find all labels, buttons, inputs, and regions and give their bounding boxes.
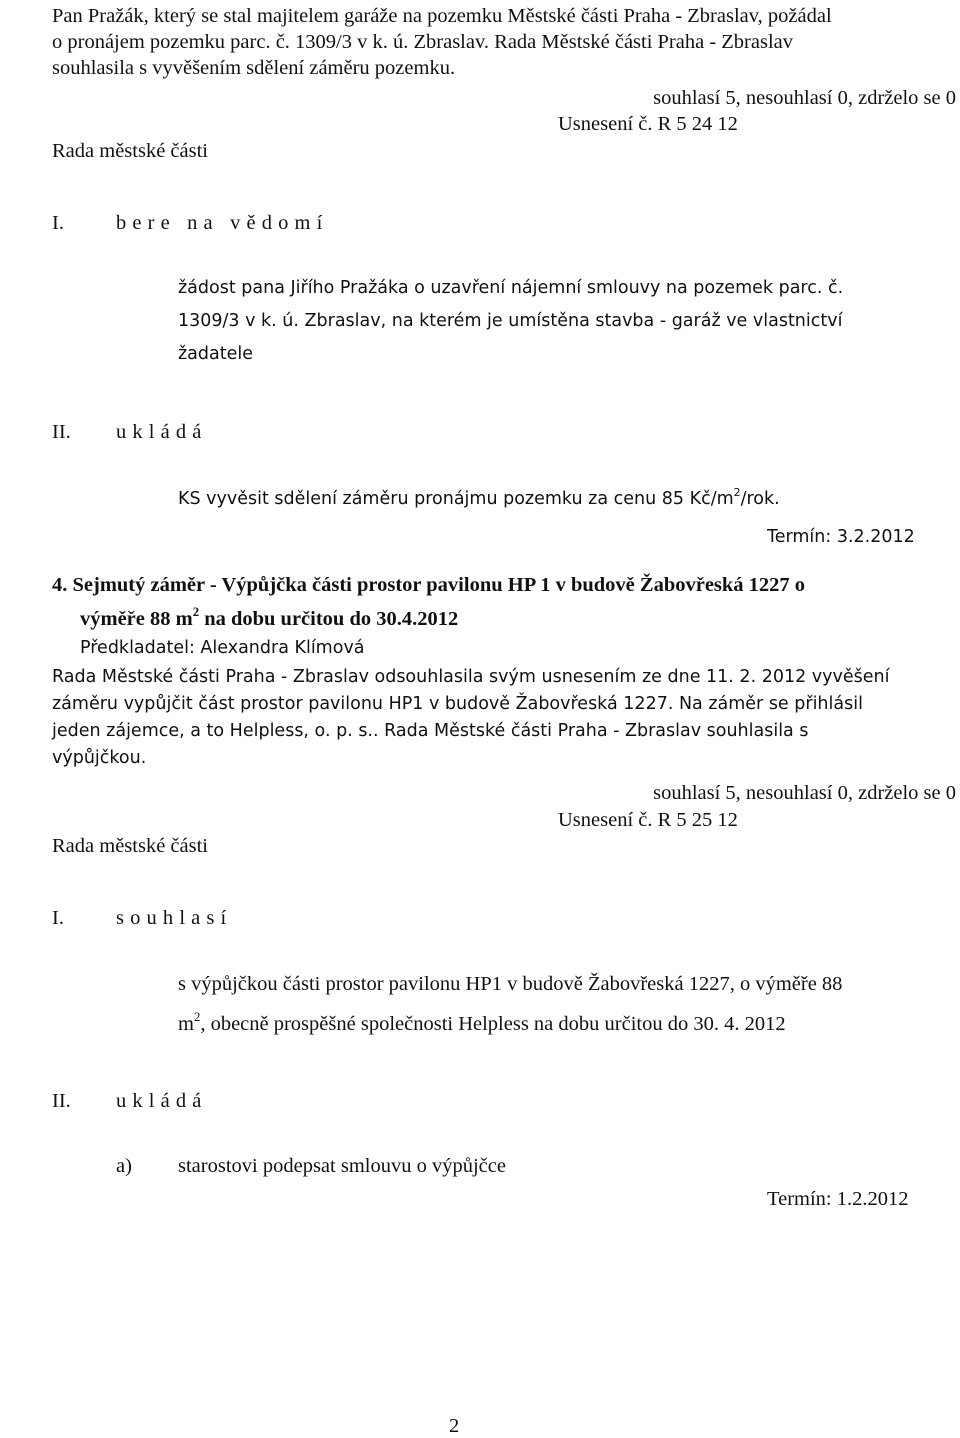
presenter: Předkladatel: Alexandra Klímová <box>80 638 365 658</box>
agenda-item-title: 4. Sejmutý záměr - Výpůjčka části prostor pavilonu HP 1 v budově Žabovřeská 1227 o <box>52 574 806 596</box>
paragraph-line: jeden zájemce, a to Helpless, o. p. s.. Rada Městské části Praha - Zbraslav souhlasila s <box>52 721 809 741</box>
council-label: Rada městské části <box>52 140 208 162</box>
unit: m <box>178 1013 194 1035</box>
title-text-end: na dobu určitou do 30.4.2012 <box>199 608 459 630</box>
resolution-number: Usnesení č. R 5 25 12 <box>558 809 738 831</box>
vote-result: souhlasí 5, nesouhlasí 0, zdrželo se 0 <box>653 782 956 804</box>
task-text: KS vyvěsit sdělení záměru pronájmu pozemku za cenu 85 Kč/m <box>178 489 734 509</box>
superscript: 2 <box>733 486 741 500</box>
deadline: Termín: 3.2.2012 <box>767 527 915 547</box>
superscript: 2 <box>192 604 200 619</box>
council-label: Rada městské části <box>52 835 208 857</box>
section-text-end: , obecně prospěšné společnosti Helpless na dobu určitou do 30. 4. 2012 <box>200 1013 786 1035</box>
deadline: Termín: 1.2.2012 <box>767 1188 909 1210</box>
superscript: 2 <box>193 1009 201 1024</box>
section-number: I. <box>52 212 64 234</box>
section-number: II. <box>52 1090 71 1112</box>
section-text-line <box>178 486 780 509</box>
paragraph-line: výpůjčkou. <box>52 748 147 768</box>
section-verb: ukládá <box>116 1090 208 1112</box>
intro-line-3: souhlasila s vyvěšením sdělení záměru pozemku. <box>52 57 456 79</box>
section-text-line: žádost pana Jiřího Pražáka o uzavření nájemní smlouvy na pozemek parc. č. <box>178 278 844 298</box>
page-number: 2 <box>449 1415 460 1437</box>
section-number: I. <box>52 907 64 929</box>
section-verb: souhlasí <box>116 907 233 929</box>
intro-line-2: o pronájem pozemku parc. č. 1309/3 v k. ú. Zbraslav. Rada Městské části Praha - Zbraslav <box>52 31 794 53</box>
title-text: výměře 88 m <box>80 608 193 630</box>
section-text-line: žadatele <box>178 344 253 364</box>
intro-line-1: Pan Pražák, který se stal majitelem garáže na pozemku Městské části Praha - Zbraslav, požádal <box>52 5 832 27</box>
section-text-line: 1309/3 v k. ú. Zbraslav, na kterém je umístěna stavba - garáž ve vlastnictví <box>178 311 843 331</box>
task-text-end: /rok. <box>740 489 780 509</box>
list-item-label: a) <box>116 1155 132 1177</box>
section-verb: bere na vědomí <box>116 212 329 234</box>
paragraph-line: Rada Městské části Praha - Zbraslav odsouhlasila svým usnesením ze dne 11. 2. 2012 vyvěšení <box>52 667 890 687</box>
section-number: II. <box>52 421 71 443</box>
section-verb: ukládá <box>116 421 208 443</box>
section-text-line: s výpůjčkou části prostor pavilonu HP1 v budově Žabovřeská 1227, o výměře 88 <box>178 973 843 995</box>
vote-result: souhlasí 5, nesouhlasí 0, zdrželo se 0 <box>653 87 956 109</box>
agenda-item-title-cont <box>80 604 459 630</box>
resolution-number: Usnesení č. R 5 24 12 <box>558 113 738 135</box>
section-text-line <box>178 1009 786 1035</box>
paragraph-line: záměru vypůjčit část prostor pavilonu HP1 v budově Žabovřeská 1227. Na záměr se přihlásil <box>52 694 863 714</box>
list-item-text: starostovi podepsat smlouvu o výpůjčce <box>178 1155 506 1177</box>
